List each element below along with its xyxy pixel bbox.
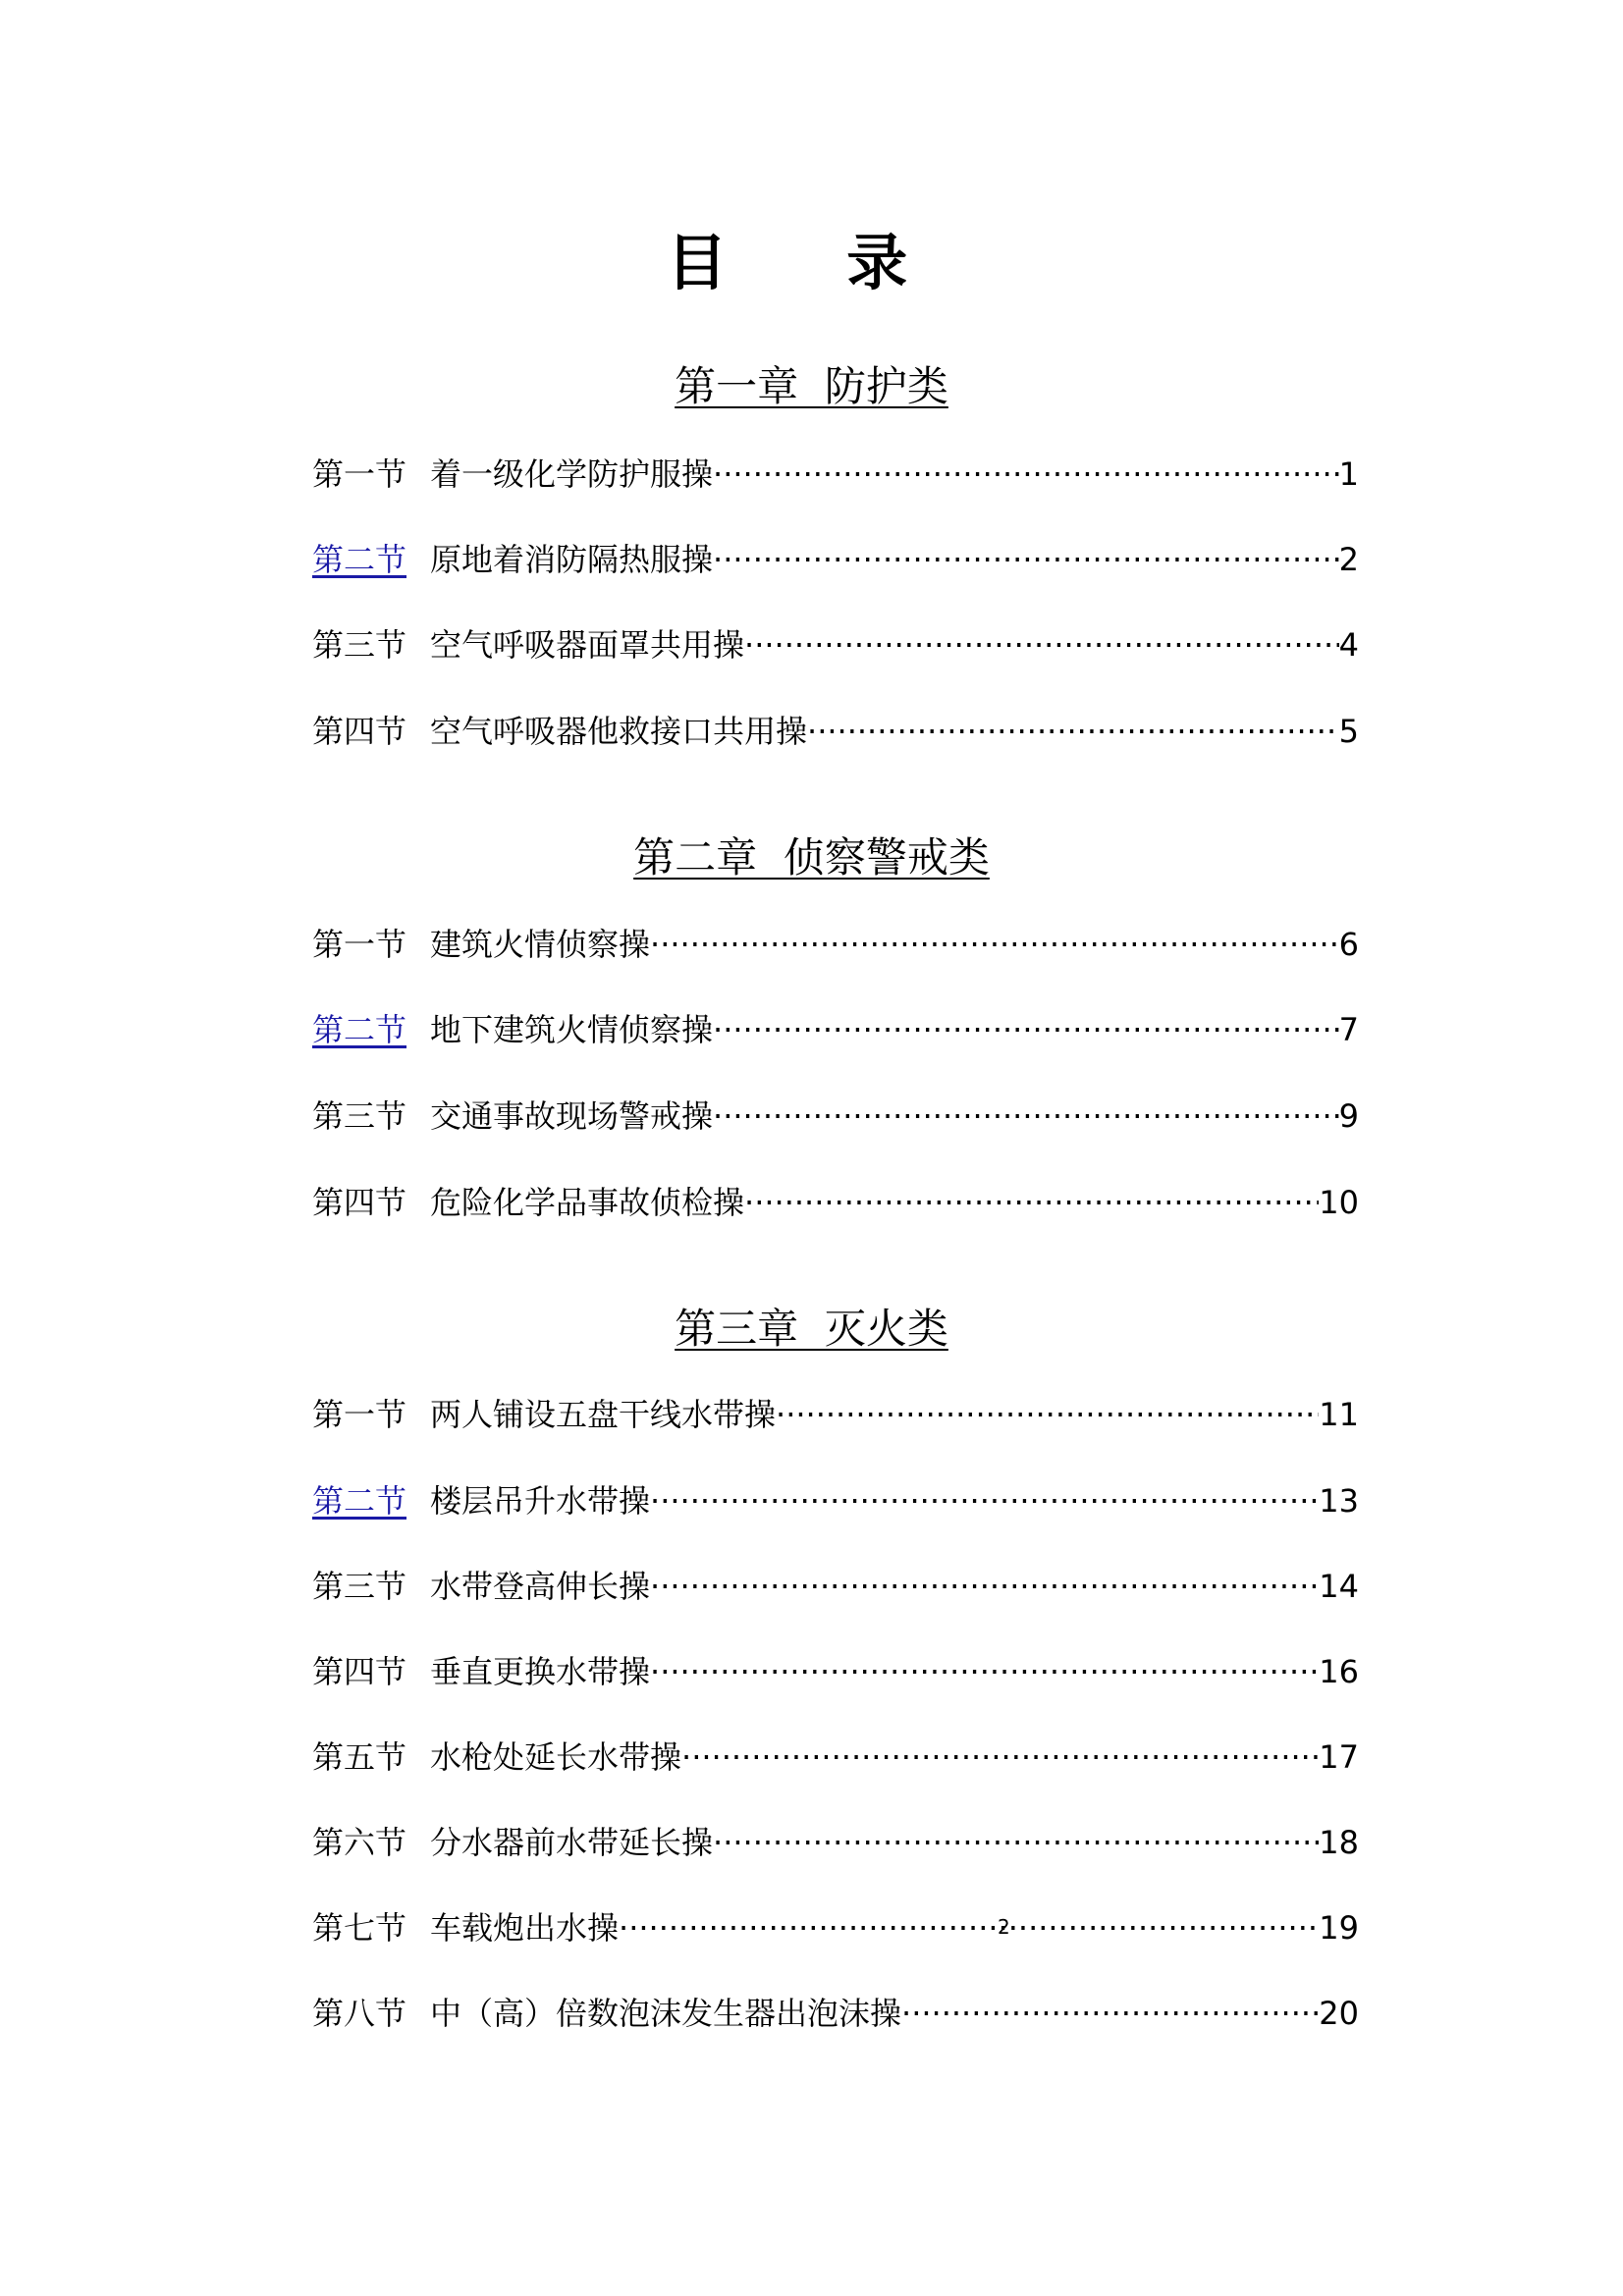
chapter-heading-2 [0, 830, 1623, 885]
toc-page-number: 10 [1319, 1184, 1359, 1221]
toc-section-link[interactable]: 第二节 [312, 541, 407, 578]
toc-entry-title: 地下建筑火情侦察操 [430, 1011, 714, 1048]
dot-leader [713, 1092, 1339, 1141]
toc-entry[interactable] [312, 707, 1359, 756]
toc-entry-title: 两人铺设五盘干线水带操 [430, 1396, 777, 1433]
toc-entry[interactable] [312, 620, 1359, 669]
toc-page-number: 14 [1319, 1568, 1359, 1605]
toc-entry-title: 危险化学品事故侦检操 [430, 1184, 745, 1221]
toc-entry[interactable] [312, 1989, 1359, 2038]
toc-entry[interactable] [312, 1178, 1359, 1227]
toc-section-number: 第八节 [312, 1995, 407, 2032]
toc-page-number: 11 [1319, 1396, 1359, 1433]
toc-entry[interactable] [312, 1562, 1359, 1611]
toc-entry-title: 分水器前水带延长操 [430, 1824, 714, 1861]
dot-leader [681, 1733, 1319, 1782]
toc-entry[interactable] [312, 1733, 1359, 1782]
toc-section-number: 第四节 [312, 1184, 407, 1221]
toc-section-number: 第一节 [312, 1396, 407, 1433]
toc-page-number: 6 [1338, 926, 1359, 963]
toc-page-number: 16 [1319, 1653, 1359, 1690]
toc-entry[interactable] [312, 1390, 1359, 1439]
dot-leader [744, 1178, 1319, 1227]
toc-section-number: 第三节 [312, 1568, 407, 1605]
toc-entry-title: 楼层吊升水带操 [430, 1482, 651, 1520]
toc-page-number: 7 [1338, 1011, 1359, 1048]
toc-entry[interactable] [312, 1903, 1359, 1952]
toc-page-number: 13 [1319, 1482, 1359, 1520]
chapter-heading-text: 第三章 灭火类 [675, 1305, 948, 1353]
toc-section-number: 第三节 [312, 1097, 407, 1135]
toc-entry-title: 水带登高伸长操 [430, 1568, 651, 1605]
toc-section-number: 第六节 [312, 1824, 407, 1861]
dot-leader [807, 707, 1339, 756]
toc-entry-title: 水枪处延长水带操 [430, 1738, 682, 1776]
toc-entry[interactable] [312, 535, 1359, 584]
toc-page-number: 18 [1319, 1824, 1359, 1861]
toc-page-number: 5 [1338, 713, 1359, 750]
chapter-heading-text: 第二章 侦察警戒类 [633, 833, 990, 881]
toc-section-link[interactable]: 第二节 [312, 1011, 407, 1048]
toc-entry[interactable] [312, 1818, 1359, 1867]
toc-section-number: 第三节 [312, 626, 407, 664]
toc-entry-title: 空气呼吸器他救接口共用操 [430, 713, 808, 750]
toc-entry[interactable] [312, 920, 1359, 969]
chapter-heading-1 [0, 359, 1623, 414]
footer-page-number: 2 [998, 1915, 1010, 1939]
dot-leader [713, 450, 1339, 499]
toc-section-number: 第七节 [312, 1909, 407, 1947]
chapter-heading-3 [0, 1302, 1623, 1357]
toc-page-number: 1 [1338, 455, 1359, 493]
toc-page-number: 17 [1319, 1738, 1359, 1776]
dot-leader [776, 1390, 1319, 1439]
toc-section-link[interactable]: 第二节 [312, 1482, 407, 1520]
dot-leader [713, 535, 1339, 584]
toc-section-number: 第一节 [312, 455, 407, 493]
toc-page-number: 4 [1338, 626, 1359, 664]
dot-leader [650, 920, 1339, 969]
toc-page-number: 19 [1319, 1909, 1359, 1947]
dot-leader [713, 1818, 1319, 1867]
toc-entry[interactable] [312, 1476, 1359, 1525]
toc-entry-title: 原地着消防隔热服操 [430, 541, 714, 578]
toc-entry-title: 中（高）倍数泡沫发生器出泡沫操 [430, 1995, 902, 2032]
dot-leader [650, 1562, 1319, 1611]
toc-entry[interactable] [312, 450, 1359, 499]
document-title: 目 录 [666, 227, 957, 298]
toc-page-number: 2 [1338, 541, 1359, 578]
dot-leader [619, 1903, 1319, 1952]
chapter-heading-text: 第一章 防护类 [675, 362, 948, 410]
dot-leader [650, 1476, 1319, 1525]
toc-entry[interactable] [312, 1647, 1359, 1696]
dot-leader [650, 1647, 1319, 1696]
toc-page-number: 9 [1338, 1097, 1359, 1135]
dot-leader [744, 620, 1339, 669]
toc-entry-title: 交通事故现场警戒操 [430, 1097, 714, 1135]
toc-section-number: 第四节 [312, 1653, 407, 1690]
toc-entry-title: 车载炮出水操 [430, 1909, 620, 1947]
toc-entry[interactable] [312, 1092, 1359, 1141]
toc-entry-title: 垂直更换水带操 [430, 1653, 651, 1690]
dot-leader [901, 1989, 1319, 2038]
toc-entry[interactable] [312, 1005, 1359, 1054]
toc-entry-title: 建筑火情侦察操 [430, 926, 651, 963]
toc-section-number: 第一节 [312, 926, 407, 963]
toc-section-number: 第五节 [312, 1738, 407, 1776]
toc-section-number: 第四节 [312, 713, 407, 750]
toc-page-number: 20 [1319, 1995, 1359, 2032]
toc-entry-title: 空气呼吸器面罩共用操 [430, 626, 745, 664]
dot-leader [713, 1005, 1339, 1054]
toc-entry-title: 着一级化学防护服操 [430, 455, 714, 493]
